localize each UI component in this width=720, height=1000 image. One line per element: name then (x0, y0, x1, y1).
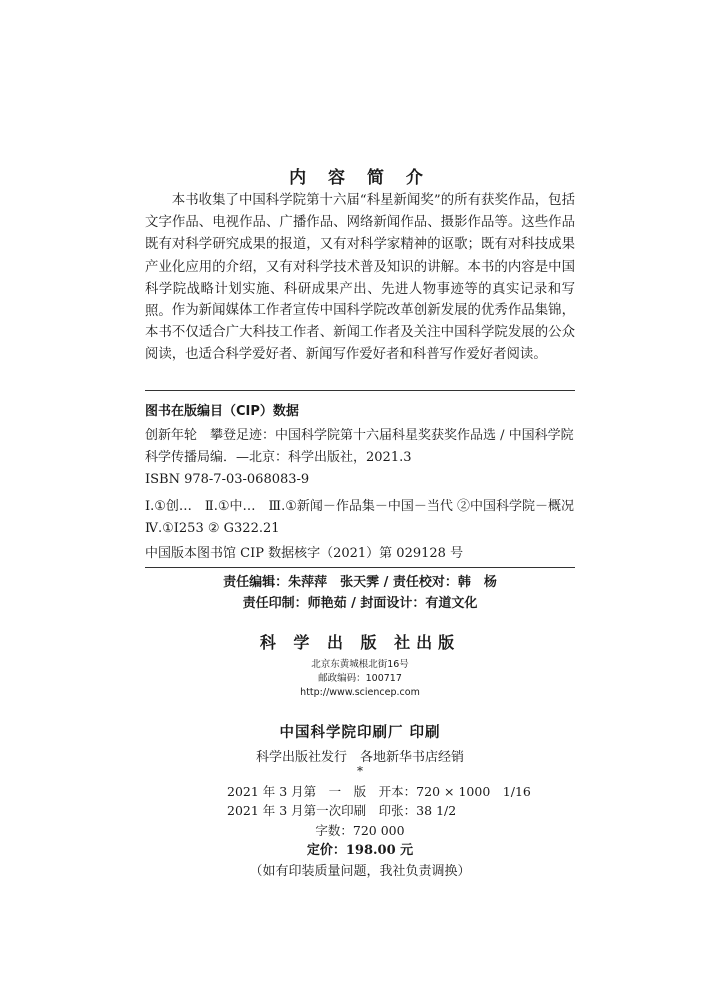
printer-name: 中国科学院印刷厂 印刷 (279, 724, 441, 741)
publisher-address: 北京东黄城根北街16号 (311, 659, 409, 670)
cip-title-line: 创新年轮 攀登足迹：中国科学院第十六届科星奖获奖作品选 / 中国科学院科学传播局编．—北京：科学出版社，2021.3 (145, 428, 574, 465)
cip-isbn: ISBN 978-7-03-068083-9 (145, 472, 310, 487)
credits-production: 责任印制：师艳茹 / 封面设计：有道文化 (242, 596, 478, 611)
credits-editors: 责任编辑：朱萍萍 张天霁 / 责任校对：韩 杨 (223, 575, 497, 590)
publisher-website: http://www.sciencep.com (300, 687, 420, 698)
cip-record-number: 中国版本图书馆 CIP 数据核字（2021）第 029128 号 (145, 546, 464, 561)
cip-heading: 图书在版编目（CIP）数据 (145, 404, 299, 419)
distribution-line: 科学出版社发行 各地新华书店经销 (255, 750, 464, 765)
quality-notice: （如有印装质量问题，我社负责调换） (249, 864, 471, 879)
cip-classification: Ⅰ.①创… Ⅱ.①中… Ⅲ.①新闻－作品集－中国－当代 ②中国科学院－概况 Ⅳ.①I253 ② G322.21 (145, 499, 588, 536)
summary-title: 内 容 简 介 (289, 168, 431, 188)
price: 定价：198.00 元 (306, 843, 414, 858)
summary-paragraph-2: 作为新闻媒体工作者宣传中国科学院改革创新发展的优秀作品集锦，本书不仅适合广大科技工作者、新闻工作者及关注中国科学院发展的公众阅读，也适合科学爱好者、新闻写作爱好者和科普写作爱好者阅读。 (145, 303, 575, 363)
cip-top-rule (145, 390, 575, 391)
print-line: 2021 年 3 月第一次印刷 印张：38 1/2 (227, 803, 457, 818)
summary-paragraph-1: 本书收集了中国科学院第十六届“科星新闻奖”的所有获奖作品，包括文字作品、电视作品、广播作品、网络新闻作品、摄影作品等。这些作品既有对科学研究成果的报道，又有对科学家精神的讴歌；既有对科技成果产业化应用的介绍，又有对科学技术普及知识的讲解。本书的内容是中国科学院战略计划实施、科研成果产出、先进人物事迹等的真实记录和写照。 (145, 193, 575, 320)
edition-line: 2021 年 3 月第 一 版 开本：720 × 1000 1/16 (227, 784, 531, 799)
separator-star: * (357, 764, 363, 778)
cip-bottom-rule (145, 567, 575, 568)
publisher-name: 科 学 出 版 社出版 (259, 633, 461, 652)
word-count: 字数：720 000 (315, 823, 405, 838)
publisher-postcode: 邮政编码：100717 (318, 673, 402, 684)
